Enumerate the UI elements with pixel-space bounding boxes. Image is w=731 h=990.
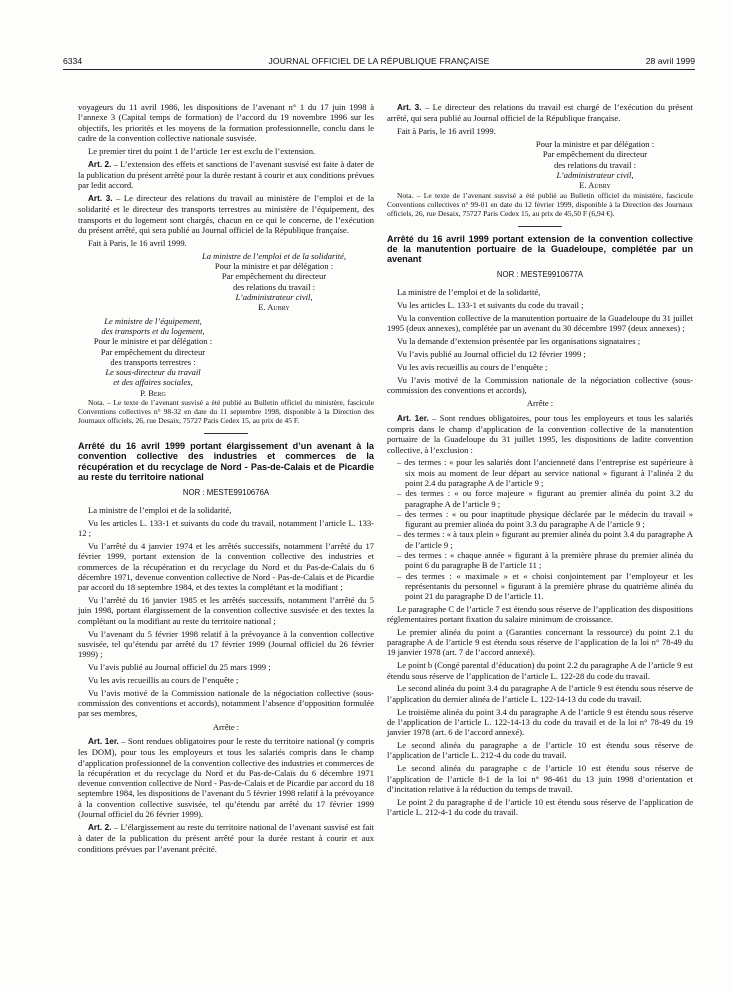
article-text: – Sont rendues obligatoires, pour tous les employeurs et tous les salariés compris dans le champ d’application de la convention collective de la manutention portuaire de la Guadeloupe du 31 juillet 1995, les dispositions de ladite convention collective, à l’exclusion :	[387, 412, 693, 455]
signatory-line: L’administrateur civil,	[556, 169, 634, 180]
arrete-heading: Arrête :	[212, 721, 240, 732]
list-item: – des termes : « ou pour inaptitude physique déclarée par le médecin du travail » figurant au premier alinéa du point 3.3 du paragraphe A de l’article 9 ;	[397, 508, 693, 530]
fait-a-paris: Fait à Paris, le 16 avril 1999.	[88, 237, 187, 248]
paragraph: Vu la convention collective de la manutention portuaire de la Guadeloupe du 31 juillet 1995 (deux annexes), complétée par un avenant du 30 décembre 1997 (deux annexes) ;	[387, 312, 693, 334]
paragraph: Vu les articles L. 133-1 et suivants du code du travail ;	[397, 299, 584, 310]
paragraph: Vu l’avis publié au Journal officiel du 12 février 1999 ;	[397, 348, 586, 359]
signatory-line: Pour le ministre et par délégation :	[93, 336, 213, 347]
signature-block	[174, 251, 374, 313]
list-item: – des termes : « ou force majeure » figurant au premier alinéa du point 3.2 du paragraphe A de l’article 9 ;	[397, 488, 693, 509]
signatory-title: La ministre de l’emploi et de la solidarité,	[201, 250, 347, 261]
signatory-line: Le sous-directeur du travail	[105, 367, 201, 378]
signatory-line: Pour la ministre et par délégation :	[214, 261, 334, 272]
paragraph: Le second alinéa du paragraphe c de l’article 10 est étendu sous réserve de l’application de l’article 8-1 de la loi n° 98-461 du 13 juin 1998 d’orientation et d’incitation relative à la réduction du temps de travail.	[387, 763, 693, 794]
paragraph: Vu les avis recueillis au cours de l’enquête ;	[88, 674, 239, 685]
left-column	[78, 102, 374, 856]
fait-a-paris: Fait à Paris, le 16 avril 1999.	[397, 126, 496, 137]
paragraph: Le point 2 du paragraphe d de l’article 10 est étendu sous réserve de l’application de l’article L. 212-4-1 du code du travail.	[387, 796, 693, 818]
paragraph: Le point b (Congé parental d’éducation) du point 2.2 du paragraphe A de l’article 9 est étendu sous réserve de l’application de l’article L. 122-28 du code du travail.	[387, 660, 693, 681]
signatory-name: P. Berg	[140, 387, 166, 398]
article-1	[387, 413, 693, 455]
article-2	[78, 822, 374, 854]
paragraph: Vu l’avis motivé de la Commission nationale de la négociation collective (sous-commission des conventions et accords),	[387, 374, 693, 396]
nor-reference: NOR : MESTE9910676A	[182, 487, 270, 497]
decree-title: Arrêté du 16 avril 1999 portant élargissement d’un avenant à la convention collective des industries et commerces de la récupération et du recyclage de Nord - Pas-de-Calais et de Picardie au reste du territoire national	[78, 440, 374, 483]
list-item: – des termes : « à taux plein » figurant au premier alinéa du point 3.4 du paragraphe A de l’article 9 ;	[397, 529, 693, 550]
paragraph: Le second alinéa du paragraphe a de l’article 10 est étendu sous réserve de l’application de l’article L. 212-4 du code du travail.	[387, 740, 693, 761]
issue-date: 28 avril 1999	[645, 56, 695, 66]
signatory-line: Par empêchement du directeur	[100, 346, 206, 357]
exclusions-list	[387, 457, 693, 601]
paragraph: Vu l’avis publié au Journal officiel du 25 mars 1999 ;	[88, 662, 271, 673]
article-label: Art. 2.	[88, 159, 112, 169]
paragraph: Vu l’arrêté du 16 janvier 1985 et les arrêtés successifs, notamment l’arrêté du 5 juin 1998, portant élargissement de la convention collective susvisée et des textes la complétant ou la modifiant au reste du territoire national ;	[78, 595, 374, 626]
signatory-line: des relations du travail :	[232, 281, 316, 292]
signatory-title: des transports et du logement,	[101, 325, 205, 336]
signatory-line: et des affaires sociales,	[113, 377, 193, 388]
article-text: – Sont rendues obligatoires pour le reste du territoire national (y compris les DOM), pour tous les employeurs et tous les salariés compris dans le champ d’application professionnel de la convention collective des industries et commerces de la récupération et du recyclage du Nord et du Pas-de-Calais du 6 décembre 1971 devenue convention collective de Nord - Pas-de-Calais et de Picardie par accord du 18 septembre 1984, les dispositions de l’avenant du 5 février 1998 relatif à la prévoyance à la convention collective susvisée, tel qu’étendu par arrêté du 17 février 1999 (Journal officiel du 26 février 1999).	[78, 736, 374, 820]
separator	[518, 226, 562, 227]
signatory-title: Le ministre de l’équipement,	[104, 315, 202, 326]
signature-block	[78, 316, 228, 398]
paragraph: Le premier tiret du point 1 de l’article 1er est exclu de l’extension.	[88, 145, 316, 156]
article-label: Art. 1er.	[397, 413, 429, 423]
paragraph: Vu l’arrêté du 4 janvier 1974 et les arrêtés successifs, notamment l’arrêté du 17 février 1999, portant extension de la convention collective des industries et commerces de la récupération et du recyclage du Nord et du Pas-de-Calais du 6 décembre 1971, devenue convention collective de Nord - Pas-de-Calais et de Picardie par accord du 18 septembre 1984, et des textes la complétant et la modifiant ;	[78, 540, 374, 593]
paragraph: Vu les articles L. 133-1 et suivants du code du travail, notamment l’article L. 133-12 ;	[78, 517, 374, 539]
article-text: – L’élargissement au reste du territoire national de l’avenant susvisé est fait à dater de la publication du présent arrêté pour la durée restant à courir et aux conditions prévues par l’avenant précité.	[78, 821, 374, 854]
article-label: Art. 1er.	[88, 737, 119, 746]
paragraph: La ministre de l’emploi et de la solidarité,	[397, 287, 541, 298]
article-1	[78, 736, 374, 819]
paragraph: Le paragraphe C de l’article 7 est étendu sous réserve de l’application des dispositions réglementaires portant fixation du salaire minimum de croissance.	[387, 603, 693, 624]
list-item: – des termes : « chaque année » figurant à la première phrase du premier alinéa du point 6 du paragraphe B de l’article 11 ;	[397, 550, 693, 571]
signatory-name: E. Aubry	[579, 180, 611, 191]
signatory-line: des relations du travail :	[553, 159, 637, 170]
list-item: – des termes : « maximale » et « choisi conjointement par l’employeur et les représentants du personnel » figurant à la première phrase du quatrième alinéa du point 21 du paragraphe D de l’article 11.	[397, 570, 693, 602]
article-3	[78, 193, 374, 235]
paragraph: Vu l’avenant du 5 février 1998 relatif à la prévoyance à la convention collective susvisée, tel qu’étendu par arrêté du 17 février 1999 (Journal officiel du 26 février 1999) ;	[78, 628, 374, 660]
arrete-heading: Arrête :	[526, 398, 554, 409]
signatory-line: L’administrateur civil,	[235, 292, 313, 303]
paragraph: voyageurs du 11 avril 1986, les dispositions de l’avenant n° 1 du 17 juin 1998 à l’annexe 3 (Capital temps de formation) de l’accord du 19 novembre 1996 sur les objectifs, les priorités et les moyens de la formation professionnelle, conclu dans le cadre de la convention collective nationale susvisée.	[78, 102, 374, 143]
journal-title: JOURNAL OFFICIEL DE LA RÉPUBLIQUE FRANÇAISE	[268, 56, 490, 66]
page-number: 6334	[63, 56, 83, 66]
paragraph: La ministre de l’emploi et de la solidarité,	[88, 504, 232, 515]
signatory-line: Pour la ministre et par délégation :	[535, 139, 655, 150]
header-rule	[63, 69, 695, 70]
article-label: Art. 3.	[397, 103, 422, 112]
article-3	[387, 102, 693, 124]
article-text: – L’extension des effets et sanctions de l’avenant susvisé est faite à dater de la publication du présent arrêté pour la durée restant à courir et aux conditions prévues par ledit accord.	[78, 158, 374, 191]
signatory-line: Par empêchement du directeur	[221, 271, 327, 282]
article-2	[78, 159, 374, 191]
article-text: – Le directeur des relations du travail au ministère de l’emploi et de la solidarité et le directeur des transports terrestres au ministère de l’équipement, des transports et du logement sont chargés, chacun en ce qui le concerne, de l’exécution du présent arrêté, qui sera publié au Journal officiel de la République française.	[78, 193, 374, 236]
separator	[204, 433, 248, 434]
article-text: – Le directeur des relations du travail est chargé de l’exécution du présent arrêté, qui sera publié au Journal officiel de la République française.	[387, 102, 693, 124]
article-label: Art. 2.	[88, 822, 112, 832]
signatory-line: Par empêchement du directeur	[542, 149, 648, 160]
signature-block	[497, 139, 693, 190]
paragraph: Le troisième alinéa du point 3.4 du paragraphe A de l’article 9 est étendu sous réserve de l’application de l’article L. 122-14-13 du code du travail et de la loi n° 78-49 du 19 janvier 1978 (art. 6 de l’accord annexé).	[387, 706, 693, 738]
list-item: – des termes : « pour les salariés dont l’ancienneté dans l’entreprise est supérieure à six mois au moment de leur départ au service national » figurant à l’alinéa 2 du point 2.4 du paragraphe A de l’article 9 ;	[397, 457, 693, 488]
page-header	[63, 56, 695, 70]
paragraph: Vu la demande d’extension présentée par les organisations signataires ;	[397, 336, 641, 347]
nor-reference: NOR : MESTE9910677A	[496, 269, 584, 279]
paragraph: Vu l’avis motivé de la Commission nationale de la négociation collective (sous-commission des conventions et accords), notamment l’absence d’opposition formulée par ses membres,	[78, 687, 374, 719]
signatory-line: des transports terrestres :	[110, 356, 196, 367]
paragraph: Le premier alinéa du point a (Garanties concernant la ressource) du point 2.1 du paragraphe A de l’article 9 est étendu sous réserve de l’application de la loi n° 78-49 du 19 janvier 1978 (art. 7 de l’accord annexé).	[387, 626, 693, 658]
right-column	[387, 102, 693, 820]
signatory-name: E. Aubry	[258, 302, 290, 313]
nota: Nota. – Le texte de l’avenant susvisé a été publié au Bulletin officiel du ministère, fascicule Conventions collectives n° 98-32 en date du 11 septembre 1998, disponible à la Direction des Journaux officiels, 26, rue Desaix, 75727 Paris Cedex 15, au prix de 45 F.	[78, 397, 374, 425]
article-label: Art. 3.	[88, 194, 113, 204]
nota: Nota. – Le texte de l’avenant susvisé a été publié au Bulletin officiel du ministère, fascicule Conventions collectives n° 99-01 en date du 12 février 1999, disponible à la Direction des Journaux officiels, 26, rue Desaix, 75727 Paris Cedex 15, au prix de 45,50 F (6,94 €).	[387, 190, 693, 218]
paragraph: Vu les avis recueillis au cours de l’enquête ;	[397, 361, 548, 372]
paragraph: Le second alinéa du point 3.4 du paragraphe A de l’article 9 est étendu sous réserve de l’application du dernier alinéa de l’article L. 122-14-13 du code du travail.	[387, 683, 693, 704]
decree-title: Arrêté du 16 avril 1999 portant extension de la convention collective de la manutention portuaire de la Guadeloupe, complétée par un avenant	[387, 233, 693, 265]
